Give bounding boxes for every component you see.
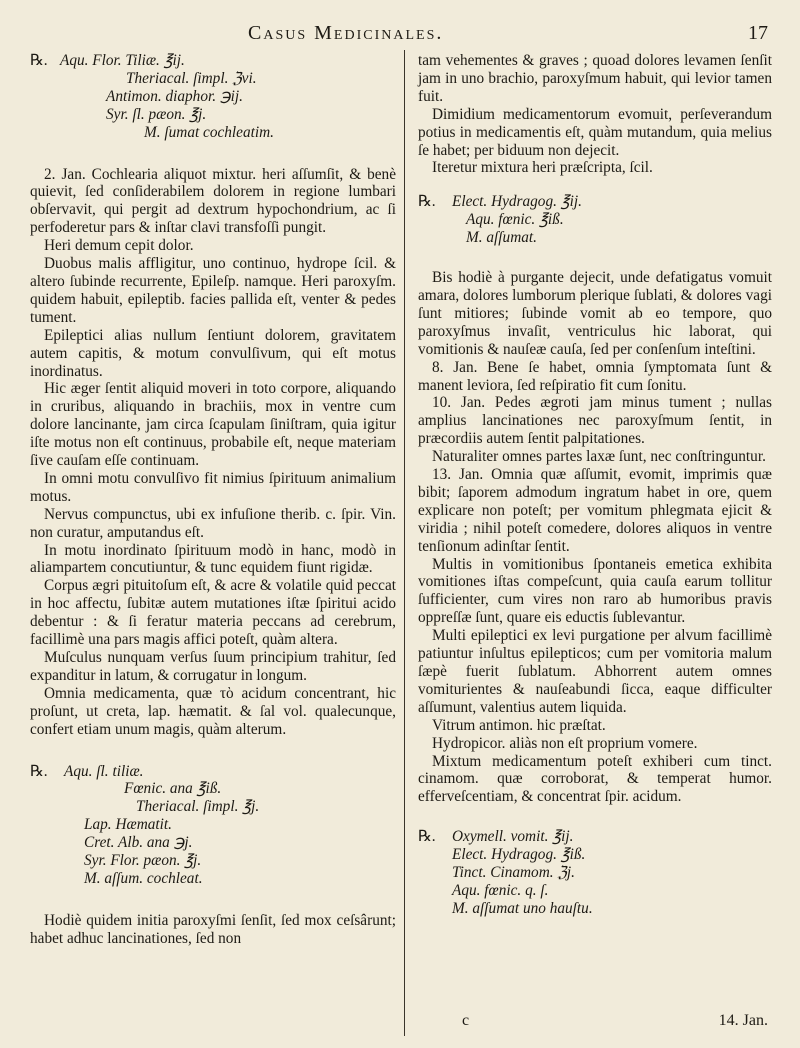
paragraph: Mixtum medicamentum poteſt exhiberi cum tinct. cinamom. quæ corroborat, & temperat humor. efferveſcentiam, & concentrat ſpir. acidum. (418, 752, 772, 806)
prescription-line: M. aſſumat. (466, 229, 537, 247)
catchword: 14. Jan. (718, 1012, 768, 1029)
spacer (30, 142, 396, 166)
prescription-block (418, 193, 772, 247)
paragraph: 2. Jan. Cochlearia aliquot mixtur. heri aſſumſit, & benè quievit, ſed conſiderabilem dolorem in regione lumbari obſervavit, qui pergit ad dextrum hypochondrium, ac ſi perfoderetur pars & inſtar clavi transfoſſi pungit. (30, 165, 396, 237)
paragraph: tam vehementes & graves ; quoad dolores levamen ſenſit jam in uno brachio, paroxyſmum habuit, qui levior tamen fuit. (418, 52, 772, 105)
left-column (30, 52, 396, 948)
paragraph: Dimidium medicamentorum evomuit, perſeverandum potius in medicamentis eſt, quàm mutandum, quia melius ſe habet; per biduum non dejecit. (418, 105, 772, 159)
paragraph: 10. Jan. Pedes ægroti jam minus tument ; nullas amplius lancinationes nec paroxyſmum ſentit, in præcordiis autem ſentit palpitationes. (418, 394, 772, 448)
paragraph: Hic æger ſentit aliquid moveri in toto corpore, aliquando in cruribus, aliquando in brachiis, mox in ventre cum dolore lancinante, jam circa ſcapulam ſiniſtram, quia igitur iſte motus non eſt continuus, probabile eſt, neque materiam ſive cauſam eſſe continuam. (30, 380, 396, 470)
prescription-line: Theriacal. ſimpl. ℨvi. (126, 69, 257, 87)
paragraph: 13. Jan. Omnia quæ aſſumit, evomit, imprimis quæ bibit; ſaporem admodum ingratum habet in ore, quem explicare non poteſt; per vomitum phlegmata ejicit & viridia ; nihil poteſt comedere, dolores aliquos in ventre tenſionum adinſtar ſentit. (418, 466, 772, 555)
signature-mark: c (462, 1012, 470, 1029)
prescription-line: Fœnic. ana ℥iß. (124, 780, 222, 798)
prescription-line: Syr. Flor. pæon. ℥j. (84, 852, 202, 870)
prescription-line: Aqu. fœnic. ℥iß. (466, 211, 564, 229)
recipe-symbol: ℞. (418, 193, 436, 211)
prescription-line: M. aſſumat uno hauſtu. (452, 899, 593, 917)
paragraph: Hodiè quidem initia paroxyſmi ſenſit, ſed mox ceſsârunt; habet adhuc lancinationes, ſed non (30, 911, 396, 947)
prescription-line: Elect. Hydragog. ℥ij. (452, 193, 582, 211)
right-column (418, 52, 772, 918)
recipe-symbol: ℞. (30, 762, 48, 780)
paragraph: Vitrum antimon. hic præſtat. (432, 716, 606, 734)
prescription-line: Aqu. Flor. Tiliæ. ℥ij. (60, 52, 185, 69)
paragraph: Iteretur mixtura heri præſcripta, ſcil. (432, 159, 653, 177)
paragraph: Epileptici alias nullum ſentiunt dolorem, gravitatem autem capitis, & motum convulſivum, qui eſt motus inordinatus. (30, 326, 396, 380)
prescription-line: Aqu. ſl. tiliæ. (64, 762, 144, 780)
prescription-block (30, 52, 396, 142)
paragraph: Multi epileptici ex levi purgatione per alvum facillimè patiuntur inſultus epilepticos; cum per vomitoria malum ſæpè fuerit ſublatum. Abhorrent autem omnes vomiturientes & nauſeabundi ſicca, eaque difficulter aſſumunt, valentius autem liquida. (418, 627, 772, 716)
page-footer (0, 1012, 800, 1036)
paragraph: Multis in vomitionibus ſpontaneis emetica exhibita vomitiones iſtas compeſcunt, quia cauſa earum tollitur ſufficienter, cum vires non raro ab humoribus pravis oppreſſæ ſunt, quare eis eductis ſublevantur. (418, 555, 772, 627)
recipe-symbol: ℞. (418, 828, 436, 846)
paragraph: Corpus ægri pituitoſum eſt, & acre & volatile quid peccat in hoc affectu, ſubitæ autem mutationes iſtæ ſpiritui acido debentur : & ſi feratur materia peccans ad cerebrum, facillimè una pars magis affici poteſt, quàm altera. (30, 577, 396, 649)
prescription-line: Cret. Alb. ana ℈j. (84, 834, 193, 852)
prescription-block (418, 828, 772, 918)
prescription-line: Theriacal. ſimpl. ℥j. (136, 798, 260, 816)
spacer (418, 806, 772, 828)
page-number: 17 (748, 22, 768, 44)
paragraph: Muſculus nunquam verſus ſuum principium trahitur, ſed expanditur in latum, & corrugatur in longum. (30, 649, 396, 684)
paragraph: Omnia medicamenta, quæ τὸ acidum concentrant, hic proſunt, ut creta, lap. hæmatit. & ſal vol. qualecunque, confert etiam unum magis, quàm alterum. (30, 684, 396, 738)
prescription-line: Lap. Hæmatit. (84, 816, 172, 834)
paragraph: 8. Jan. Bene ſe habet, omnia ſymptomata ſunt & manent leviora, ſed reſpiratio fit cum ſonitu. (418, 358, 772, 394)
paragraph: Naturaliter omnes partes laxæ ſunt, nec conſtringuntur. (432, 448, 766, 466)
prescription-line: Tinct. Cinamom. ℨj. (452, 864, 575, 882)
column-divider (404, 50, 405, 1036)
prescription-line: Antimon. diaphor. ℈ij. (106, 87, 243, 105)
prescription-line: M. aſſum. cochleat. (84, 869, 203, 887)
running-title: Casus Medicinales. (248, 22, 444, 44)
paragraph: Bis hodiè à purgante dejecit, unde defatigatus vomuit amara, dolores lumborum plerique ſublati, & dolores vagi ſunt mitiores; ſubinde vomit ab eo tempore, quo paroxyſmus invaſit, ventriculus hic laborat, qui vomitionis & nauſeæ cauſa, ſed per conſenſum inteſtini. (418, 269, 772, 358)
prescription-line: M. ſumat cochleatim. (144, 123, 274, 141)
prescription-line: Aqu. fœnic. q. ſ. (452, 881, 549, 899)
spacer (30, 739, 396, 763)
prescription-line: Oxymell. vomit. ℥ij. (452, 828, 574, 846)
paragraph: In omni motu convulſivo fit nimius ſpirituum animalium motus. (30, 469, 396, 505)
paragraph: In motu inordinato ſpirituum modò in hanc, modò in aliampartem concutiuntur, & tunc equidem fiunt rigidæ. (30, 541, 396, 577)
paragraph: Nervus compunctus, ubi ex infuſione therib. c. ſpir. Vin. non curatur, amputandus eſt. (30, 505, 396, 541)
prescription-line: Elect. Hydragog. ℥iß. (452, 846, 586, 864)
paragraph: Hydropicor. aliàs non eſt proprium vomere. (432, 734, 698, 752)
spacer (418, 247, 772, 269)
paragraph: Duobus malis affligitur, uno continuo, hydrope ſcil. & altero ſubinde recurrente, Epileſp. namque. Heri paroxyſm. quidem habuit, epileptib. facies pallida eſt, venter & pedes tument. (30, 255, 396, 326)
spacer (418, 177, 772, 193)
spacer (30, 888, 396, 912)
paragraph: Heri demum cepit dolor. (44, 237, 194, 255)
prescription-line: Syr. ſl. pæon. ℥j. (106, 105, 207, 123)
page-header (0, 22, 800, 48)
prescription-block (30, 763, 396, 888)
recipe-symbol: ℞. (30, 52, 48, 69)
